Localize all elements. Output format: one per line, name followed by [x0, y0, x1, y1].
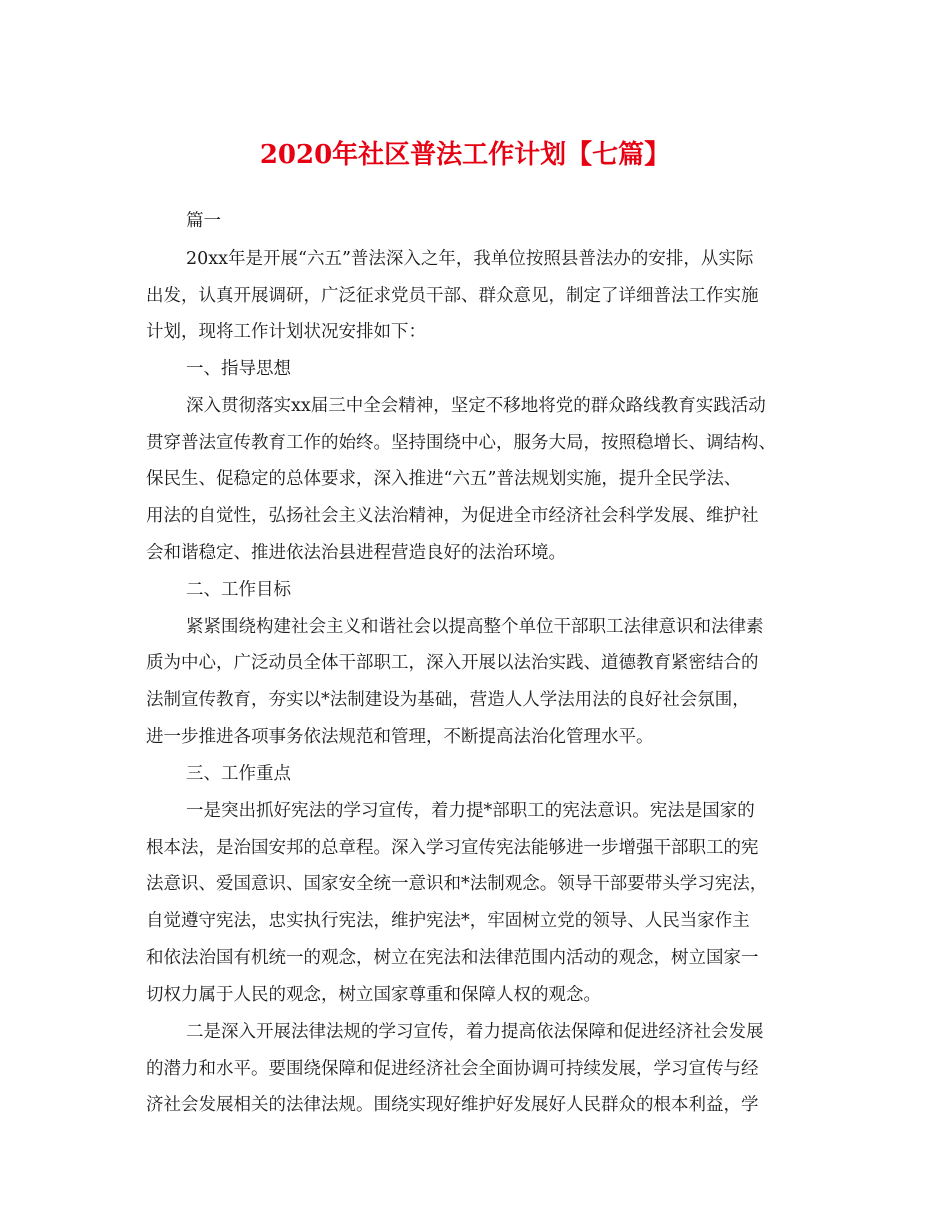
- body-line: 质为中心，广泛动员全体干部职工，深入开展以法治实践、道德教育紧密结合的: [146, 653, 759, 673]
- body-line: 进一步推进各项事务依法规范和管理，不断提高法治化管理水平。: [146, 727, 654, 747]
- body-line: 济社会发展相关的法律法规。围绕实现好维护好发展好人民群众的根本利益，学: [146, 1095, 759, 1115]
- body-line: 和依法治国有机统一的观念，树立在宪法和法律范围内活动的观念，树立国家一: [146, 948, 759, 968]
- section-heading: 二、工作目标: [186, 580, 291, 600]
- body-line: 自觉遵守宪法，忠实执行宪法，维护宪法*，牢固树立党的领导、人民当家作主: [146, 911, 750, 931]
- body-line: 20xx年是开展“六五”普法深入之年，我单位按照县普法办的安排，从实际: [186, 249, 754, 269]
- body-line: 法制宣传教育，夯实以*法制建设为基础，营造人人学法用法的良好社会氛围，: [146, 690, 750, 710]
- section-heading: 三、工作重点: [186, 764, 291, 784]
- body-line: 法意识、爱国意识、国家安全统一意识和*法制观念。领导干部要带头学习宪法，: [146, 874, 768, 894]
- body-line: 深入贯彻落实xx届三中全会精神，坚定不移地将党的群众路线教育实践活动: [186, 396, 766, 416]
- body-line: 根本法，是治国安邦的总章程。深入学习宣传宪法能够进一步增强干部职工的宪: [146, 838, 759, 858]
- body-line: 计划，现将工作计划状况安排如下：: [146, 322, 426, 342]
- body-line: 切权力属于人民的观念，树立国家尊重和保障人权的观念。: [146, 985, 601, 1005]
- body-line: 用法的自觉性，弘扬社会主义法治精神，为促进全市经济社会科学发展、维护社: [146, 506, 759, 526]
- body-line: 一是突出抓好宪法的学习宣传，着力提*部职工的宪法意识。宪法是国家的: [186, 801, 755, 821]
- body-line: 出发，认真开展调研，广泛征求党员干部、群众意见，制定了详细普法工作实施: [146, 286, 759, 306]
- body-line: 保民生、促稳定的总体要求，深入推进“六五”普法规划实施，提升全民学法、: [146, 469, 742, 489]
- body-line: 紧紧围绕构建社会主义和谐社会以提高整个单位干部职工法律意识和法律素: [186, 617, 764, 637]
- section-heading: 一、指导思想: [186, 359, 291, 379]
- document-title: 2020年社区普法工作计划【七篇】: [259, 140, 671, 170]
- body-line: 二是深入开展法律法规的学习宣传，着力提高依法保障和促进经济社会发展: [186, 1022, 764, 1042]
- body-line: 篇一: [186, 211, 221, 231]
- body-line: 的潜力和水平。要围绕保障和促进经济社会全面协调可持续发展，学习宣传与经: [146, 1059, 759, 1079]
- body-line: 贯穿普法宣传教育工作的始终。坚持围绕中心，服务大局，按照稳增长、调结构、: [146, 433, 776, 453]
- body-line: 会和谐稳定、推进依法治县进程营造良好的法治环境。: [146, 543, 566, 563]
